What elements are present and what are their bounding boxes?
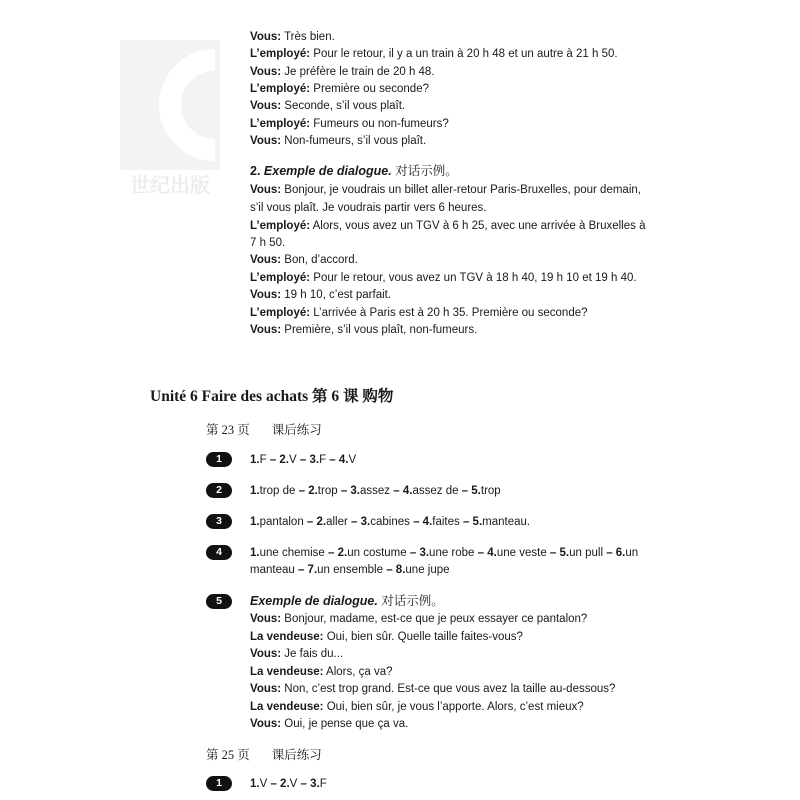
answer-text: un bbox=[625, 547, 639, 559]
answer-text: trop bbox=[480, 485, 501, 497]
dialogue-line bbox=[250, 218, 645, 234]
speaker-label: Vous: bbox=[250, 66, 282, 78]
exercise-number-badge: 1 bbox=[206, 776, 232, 791]
dialogue-line bbox=[250, 305, 588, 321]
answer-number: – 3. bbox=[296, 454, 320, 466]
answer-number: – 2. bbox=[303, 516, 327, 528]
dialogue-line bbox=[250, 46, 618, 62]
dialogue-text: Très bien. bbox=[281, 31, 335, 43]
exercise-number-badge: 4 bbox=[206, 545, 232, 560]
dialogue-line bbox=[250, 270, 637, 286]
page-number: 第 23 页 bbox=[206, 423, 250, 437]
dialogue-line bbox=[250, 664, 393, 680]
answer-text: trop bbox=[317, 485, 338, 497]
answer-text: pantalon bbox=[259, 516, 304, 528]
answer-number: – 2. bbox=[295, 485, 318, 497]
answer-text: un pull bbox=[569, 547, 603, 559]
dialogue-text: Alors, ça va? bbox=[323, 666, 393, 678]
dialogue-line bbox=[250, 81, 429, 97]
answer-text: trop de bbox=[259, 485, 296, 497]
section-label: 课后练习 bbox=[271, 423, 322, 437]
answer-text: un ensemble bbox=[317, 564, 384, 576]
answer-number: – 5. bbox=[459, 516, 483, 528]
speaker-label: L’employé: bbox=[250, 307, 311, 319]
answer-text: assez bbox=[360, 485, 391, 497]
dialogue-text: 7 h 50. bbox=[250, 237, 286, 249]
dialogue-line bbox=[250, 681, 615, 697]
publisher-watermark-logo bbox=[120, 40, 220, 205]
speaker-label: Vous: bbox=[250, 289, 282, 301]
answer-number: – 5. bbox=[546, 547, 570, 559]
answer-number: – 8. bbox=[383, 564, 406, 576]
speaker-label: L’employé: bbox=[250, 83, 311, 95]
speaker-label: L’employé: bbox=[250, 272, 311, 284]
dialogue-text: 19 h 10, c’est parfait. bbox=[281, 289, 392, 301]
example-chinese: 对话示例。 bbox=[377, 594, 444, 608]
dialogue-text: s’il vous plaît. Je voudrais partir vers 6 heures. bbox=[250, 202, 487, 214]
speaker-label: Vous: bbox=[250, 718, 282, 730]
example-heading: Exemple de dialogue. bbox=[250, 594, 378, 608]
exercise-page-label bbox=[206, 745, 322, 763]
answer-line bbox=[250, 452, 356, 468]
answer-line bbox=[250, 545, 638, 561]
answer-line bbox=[250, 776, 327, 792]
dialogue-line bbox=[250, 716, 408, 732]
speaker-label: L’employé: bbox=[250, 48, 311, 60]
answer-text: manteau bbox=[250, 564, 295, 576]
answer-line bbox=[250, 562, 450, 578]
speaker-label: Vous: bbox=[250, 31, 282, 43]
dialogue-text: Première, s’il vous plaît, non-fumeurs. bbox=[281, 324, 478, 336]
dialogue-text: Pour le retour, il y a un train à 20 h 48 et un autre à 21 h 50. bbox=[310, 48, 618, 60]
answer-line bbox=[250, 483, 501, 499]
speaker-label: La vendeuse: bbox=[250, 701, 324, 713]
answer-number: 1. bbox=[250, 547, 260, 559]
speaker-label: La vendeuse: bbox=[250, 666, 324, 678]
dialogue-line bbox=[250, 699, 584, 715]
answer-text: assez de bbox=[412, 485, 459, 497]
dialogue-text: Fumeurs ou non-fumeurs? bbox=[310, 118, 449, 130]
speaker-label: Vous: bbox=[250, 648, 282, 660]
answer-text: un costume bbox=[347, 547, 407, 559]
example-heading: Exemple de dialogue. bbox=[263, 164, 392, 178]
dialogue-text: Pour le retour, vous avez un TGV à 18 h 40, 19 h 10 et 19 h 40. bbox=[310, 272, 637, 284]
speaker-label: Vous: bbox=[250, 184, 282, 196]
example-title bbox=[250, 593, 444, 609]
dialogue-line bbox=[250, 200, 487, 216]
speaker-label: Vous: bbox=[250, 613, 282, 625]
exercise-number-badge: 1 bbox=[206, 452, 232, 467]
dialogue-text: Oui, je pense que ça va. bbox=[281, 718, 409, 730]
dialogue-line bbox=[250, 629, 523, 645]
answer-text: cabines bbox=[370, 516, 410, 528]
dialogue-text: Je fais du... bbox=[281, 648, 344, 660]
answer-number: – 2. bbox=[266, 454, 290, 466]
speaker-label: L’employé: bbox=[250, 220, 311, 232]
exercise-number-badge: 3 bbox=[206, 514, 232, 529]
answer-number: – 3. bbox=[337, 485, 361, 497]
dialogue-line bbox=[250, 98, 405, 114]
speaker-label: La vendeuse: bbox=[250, 631, 324, 643]
dialogue-text: L’arrivée à Paris est à 20 h 35. Première ou seconde? bbox=[310, 307, 588, 319]
dialogue-line bbox=[250, 646, 343, 662]
answer-number: – 3. bbox=[297, 778, 320, 790]
dialogue-text: Première ou seconde? bbox=[310, 83, 429, 95]
dialogue-text: Non-fumeurs, s’il vous plaît. bbox=[281, 135, 427, 147]
answer-number: – 5. bbox=[458, 485, 481, 497]
answer-text: une chemise bbox=[259, 547, 325, 559]
unit-title: Unité 6 Faire des achats 第 6 课 购物 bbox=[150, 388, 394, 405]
answer-number: – 7. bbox=[294, 564, 318, 576]
speaker-label: Vous: bbox=[250, 100, 282, 112]
answer-text: V bbox=[348, 454, 357, 466]
answer-line bbox=[250, 514, 530, 530]
dialogue-text: Oui, bien sûr, je vous l’apporte. Alors, c’est mieux? bbox=[323, 701, 584, 713]
speaker-label: Vous: bbox=[250, 254, 282, 266]
dialogue-line bbox=[250, 611, 587, 627]
answer-text: une robe bbox=[429, 547, 475, 559]
dialogue-line bbox=[250, 252, 358, 268]
dialogue-line bbox=[250, 235, 285, 251]
answer-text: F bbox=[319, 454, 327, 466]
answer-text: V bbox=[259, 778, 268, 790]
answer-text: F bbox=[259, 454, 267, 466]
example-chinese: 对话示例。 bbox=[391, 164, 458, 178]
answer-text: aller bbox=[326, 516, 348, 528]
dialogue-text: Non, c’est trop grand. Est-ce que vous avez la taille au-dessous? bbox=[281, 683, 616, 695]
watermark-text: 世纪出版 bbox=[130, 173, 210, 197]
answer-number: – 2. bbox=[267, 778, 290, 790]
answer-number: – 4. bbox=[474, 547, 497, 559]
answer-number: – 3. bbox=[347, 516, 371, 528]
example-number: 2. bbox=[250, 164, 261, 178]
exercise-number-badge: 5 bbox=[206, 594, 232, 609]
dialogue-line bbox=[250, 182, 641, 198]
dialogue-text: Bonjour, je voudrais un billet aller-retour Paris-Bruxelles, pour demain, bbox=[281, 184, 641, 196]
answer-number: – 3. bbox=[406, 547, 430, 559]
dialogue-line bbox=[250, 322, 477, 338]
answer-text: manteau. bbox=[482, 516, 531, 528]
exercise-page-label bbox=[206, 420, 322, 438]
answer-number: 1. bbox=[250, 778, 260, 790]
answer-number: – 4. bbox=[326, 454, 349, 466]
dialogue-text: Bonjour, madame, est-ce que je peux essayer ce pantalon? bbox=[281, 613, 588, 625]
section-label: 课后练习 bbox=[271, 748, 322, 762]
speaker-label: Vous: bbox=[250, 324, 282, 336]
exercise-number-badge: 2 bbox=[206, 483, 232, 498]
answer-text: faites bbox=[432, 516, 460, 528]
answer-text: une jupe bbox=[405, 564, 450, 576]
speaker-label: Vous: bbox=[250, 135, 282, 147]
answer-number: 1. bbox=[250, 516, 260, 528]
answer-number: – 4. bbox=[390, 485, 413, 497]
dialogue-line bbox=[250, 287, 391, 303]
dialogue-line bbox=[250, 29, 335, 45]
dialogue-line bbox=[250, 133, 426, 149]
answer-number: – 4. bbox=[409, 516, 433, 528]
dialogue-text: Alors, vous avez un TGV à 6 h 25, avec une arrivée à Bruxelles à bbox=[310, 220, 646, 232]
dialogue-text: Je préfère le train de 20 h 48. bbox=[281, 66, 435, 78]
dialogue-text: Oui, bien sûr. Quelle taille faites-vous? bbox=[323, 631, 523, 643]
speaker-label: L’employé: bbox=[250, 118, 311, 130]
dialogue-text: Seconde, s’il vous plaît. bbox=[281, 100, 406, 112]
answer-number: – 6. bbox=[603, 547, 626, 559]
answer-text: V bbox=[289, 778, 298, 790]
answer-text: F bbox=[319, 778, 327, 790]
answer-number: 1. bbox=[250, 454, 260, 466]
answer-text: V bbox=[289, 454, 297, 466]
dialogue-text: Bon, d’accord. bbox=[281, 254, 358, 266]
answer-number: – 2. bbox=[324, 547, 348, 559]
example-title bbox=[250, 163, 458, 179]
page-number: 第 25 页 bbox=[206, 748, 250, 762]
dialogue-line bbox=[250, 64, 435, 80]
answer-text: une veste bbox=[496, 547, 547, 559]
answer-number: 1. bbox=[250, 485, 260, 497]
dialogue-line bbox=[250, 116, 449, 132]
speaker-label: Vous: bbox=[250, 683, 282, 695]
